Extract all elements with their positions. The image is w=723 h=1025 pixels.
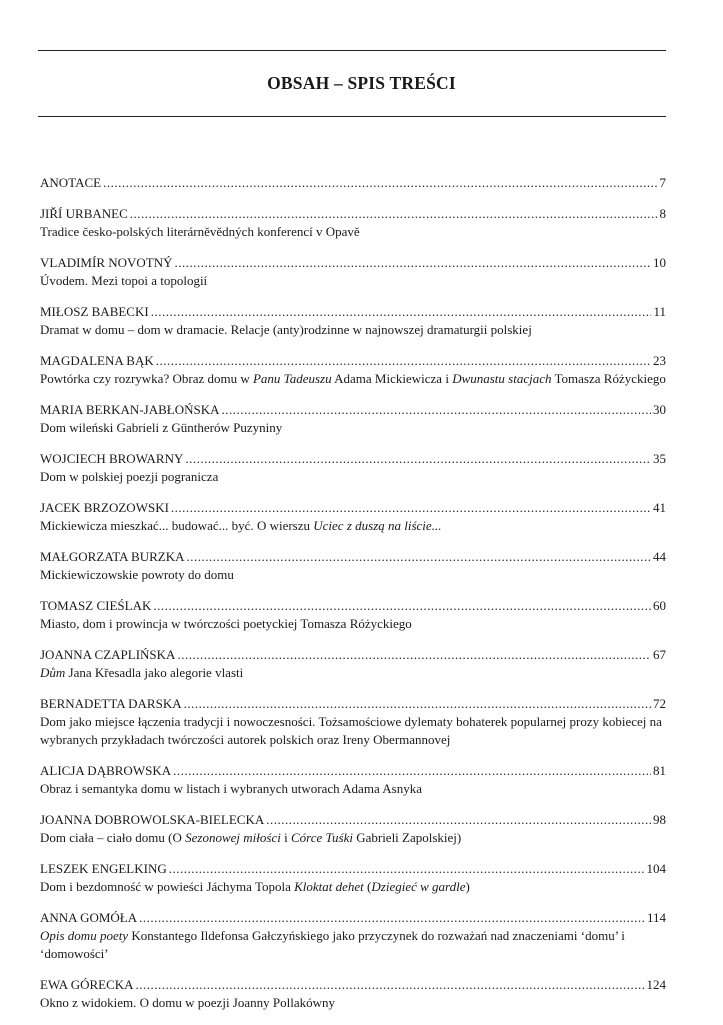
- toc-entry: [40, 548, 666, 584]
- toc-entry: [40, 762, 666, 798]
- title-segment: ): [465, 879, 470, 894]
- italic-title-segment: Kloktat dehet: [294, 879, 364, 894]
- toc-entry-heading: [40, 401, 666, 419]
- toc-entry: [40, 811, 666, 847]
- toc-author: LESZEK ENGELKING: [40, 861, 167, 876]
- toc-entry: [40, 450, 666, 486]
- dot-leader: [175, 254, 651, 272]
- toc-author: MIŁOSZ BABECKI: [40, 304, 149, 319]
- toc-entry: [40, 205, 666, 241]
- italic-title-segment: Opis domu poety: [40, 928, 129, 943]
- toc-author: MAGDALENA BĄK: [40, 353, 154, 368]
- toc-page-number: 98: [653, 812, 666, 827]
- title-segment: Konstantego Ildefonsa Gałczyńskiego jako przyczynek do rozważań nad znaczeniami ‘domu’ i ‘domowości’: [40, 928, 625, 961]
- title-segment: Dom w polskiej poezji pogranicza: [40, 469, 219, 484]
- toc-article-title: [40, 468, 666, 486]
- toc-page-number: 124: [646, 977, 666, 992]
- dot-leader: [139, 909, 645, 927]
- dot-leader: [185, 450, 651, 468]
- toc-article-title: [40, 566, 666, 584]
- italic-title-segment: Córce Tuśki: [290, 830, 353, 845]
- toc-page-number: 60: [653, 598, 666, 613]
- dot-leader: [171, 499, 651, 517]
- toc-article-title: [40, 927, 666, 963]
- dot-leader: [169, 860, 645, 878]
- title-segment: Jana Křesadla jako alegorie vlasti: [65, 665, 244, 680]
- toc-page-number: 114: [646, 910, 666, 925]
- dot-leader: [130, 205, 658, 223]
- toc-page-number: 104: [646, 861, 666, 876]
- toc-author: JOANNA CZAPLIŃSKA: [40, 647, 176, 662]
- toc-author: JIŘÍ URBANEC: [40, 206, 128, 221]
- bottom-rule: [38, 116, 666, 117]
- toc-entry: [40, 646, 666, 682]
- toc-entry-heading: [40, 909, 666, 927]
- dot-leader: [187, 548, 652, 566]
- toc-entry-heading: [40, 174, 666, 192]
- toc-entry-heading: [40, 811, 666, 829]
- title-segment: (: [363, 879, 372, 894]
- toc-article-title: [40, 664, 666, 682]
- toc-entry-heading: [40, 762, 666, 780]
- toc-article-title: [40, 370, 666, 388]
- toc-entry-heading: [40, 499, 666, 517]
- title-segment: Powtórka czy rozrywka? Obraz domu w: [40, 371, 253, 386]
- table-of-contents: [40, 174, 666, 1025]
- toc-entry-heading: [40, 254, 666, 272]
- dot-leader: [151, 303, 652, 321]
- toc-page-number: 44: [653, 549, 666, 564]
- top-rule: [38, 50, 666, 51]
- title-segment: Úvodem. Mezi topoi a topologií: [40, 273, 208, 288]
- toc-page-number: 23: [653, 353, 666, 368]
- toc-entry-heading: [40, 597, 666, 615]
- dot-leader: [103, 174, 657, 192]
- italic-title-segment: Sezonowej miłości: [185, 830, 281, 845]
- toc-author: ANNA GOMÓŁA: [40, 910, 138, 925]
- toc-article-title: [40, 878, 666, 896]
- title-segment: Okno z widokiem. O domu w poezji Joanny Pollakówny: [40, 995, 335, 1010]
- toc-author: MARIA BERKAN-JABŁOŃSKA: [40, 402, 220, 417]
- dot-leader: [184, 695, 651, 713]
- title-segment: Mickiewicza mieszkać... budować... być. O wierszu: [40, 518, 314, 533]
- title-segment: Obraz i semantyka domu w listach i wybranych utworach Adama Asnyka: [40, 781, 422, 796]
- toc-article-title: [40, 223, 666, 241]
- toc-entry: [40, 174, 666, 192]
- toc-author: TOMASZ CIEŚLAK: [40, 598, 152, 613]
- toc-article-title: [40, 419, 666, 437]
- toc-entry: [40, 976, 666, 1012]
- toc-entry: [40, 303, 666, 339]
- toc-entry: [40, 695, 666, 749]
- toc-article-title: [40, 272, 666, 290]
- toc-page-number: 11: [653, 304, 666, 319]
- title-segment: Mickiewiczowskie powroty do domu: [40, 567, 234, 582]
- italic-title-segment: Dwunastu stacjach: [452, 371, 552, 386]
- toc-article-title: [40, 321, 666, 339]
- dot-leader: [156, 352, 651, 370]
- title-segment: Dramat w domu – dom w dramacie. Relacje (anty)rodzinne w najnowszej dramaturgii polskiej: [40, 322, 532, 337]
- toc-entry-heading: [40, 450, 666, 468]
- toc-page-number: 41: [653, 500, 666, 515]
- toc-entry: [40, 499, 666, 535]
- italic-title-segment: Dziegieć w gardle: [371, 879, 466, 894]
- toc-entry: [40, 352, 666, 388]
- toc-page-number: 67: [653, 647, 666, 662]
- toc-entry-heading: [40, 548, 666, 566]
- toc-entry: [40, 401, 666, 437]
- toc-author: JOANNA DOBROWOLSKA-BIELECKA: [40, 812, 265, 827]
- italic-title-segment: Panu Tadeuszu: [252, 371, 332, 386]
- toc-article-title: [40, 615, 666, 633]
- title-segment: Dom jako miejsce łączenia tradycji i nowoczesności. Tożsamościowe dylematy bohaterek popularnej prozy kobiecej na wybranych przykładach twórczości autorek polskich oraz Ireny Obermannovej: [40, 714, 662, 747]
- toc-entry-heading: [40, 695, 666, 713]
- toc-entry-heading: [40, 205, 666, 223]
- toc-author: BERNADETTA DARSKA: [40, 696, 182, 711]
- toc-page-number: 35: [653, 451, 666, 466]
- toc-entry: [40, 909, 666, 963]
- toc-entry-heading: [40, 646, 666, 664]
- toc-article-title: [40, 829, 666, 847]
- toc-page-number: 10: [653, 255, 666, 270]
- title-segment: Dom wileński Gabrieli z Güntherów Puzyniny: [40, 420, 283, 435]
- dot-leader: [173, 762, 651, 780]
- italic-title-segment: Dům: [40, 665, 66, 680]
- title-segment: Dom i bezdomność w powieści Jáchyma Topola: [40, 879, 295, 894]
- dot-leader: [177, 646, 651, 664]
- title-segment: Adama Mickiewicza i: [331, 371, 453, 386]
- title-segment: Tomasza Różyckiego: [551, 371, 666, 386]
- toc-page-number: 30: [653, 402, 666, 417]
- toc-entry-heading: [40, 860, 666, 878]
- title-segment: i: [280, 830, 291, 845]
- toc-author: ANOTACE: [40, 175, 102, 190]
- page-title: OBSAH – SPIS TREŚCI: [267, 73, 456, 93]
- title-segment: Dom ciała – ciało domu (O: [40, 830, 186, 845]
- toc-author: WOJCIECH BROWARNY: [40, 451, 184, 466]
- toc-page-number: 72: [653, 696, 666, 711]
- toc-entry-heading: [40, 352, 666, 370]
- toc-entry: [40, 597, 666, 633]
- dot-leader: [136, 976, 645, 994]
- toc-article-title: [40, 713, 666, 749]
- toc-entry-heading: [40, 303, 666, 321]
- dot-leader: [266, 811, 651, 829]
- toc-entry-heading: [40, 976, 666, 994]
- dot-leader: [222, 401, 652, 419]
- title-segment: Gabrieli Zapolskiej): [352, 830, 462, 845]
- toc-entry: [40, 254, 666, 290]
- italic-title-segment: Uciec z duszą na liście...: [313, 518, 442, 533]
- toc-page-number: 7: [659, 175, 666, 190]
- toc-author: VLADIMÍR NOVOTNÝ: [40, 255, 173, 270]
- title-segment: Tradice česko-polských literárněvědných konferencí v Opavě: [40, 224, 360, 239]
- toc-page-number: 81: [653, 763, 666, 778]
- title-segment: Miasto, dom i prowincja w twórczości poetyckiej Tomasza Różyckiego: [40, 616, 412, 631]
- toc-article-title: [40, 994, 666, 1012]
- dot-leader: [153, 597, 651, 615]
- toc-page-number: 8: [659, 206, 666, 221]
- toc-article-title: [40, 517, 666, 535]
- toc-author: JACEK BRZOZOWSKI: [40, 500, 169, 515]
- toc-author: MAŁGORZATA BURZKA: [40, 549, 185, 564]
- toc-article-title: [40, 780, 666, 798]
- toc-author: EWA GÓRECKA: [40, 977, 134, 992]
- toc-author: ALICJA DĄBROWSKA: [40, 763, 172, 778]
- toc-entry: [40, 860, 666, 896]
